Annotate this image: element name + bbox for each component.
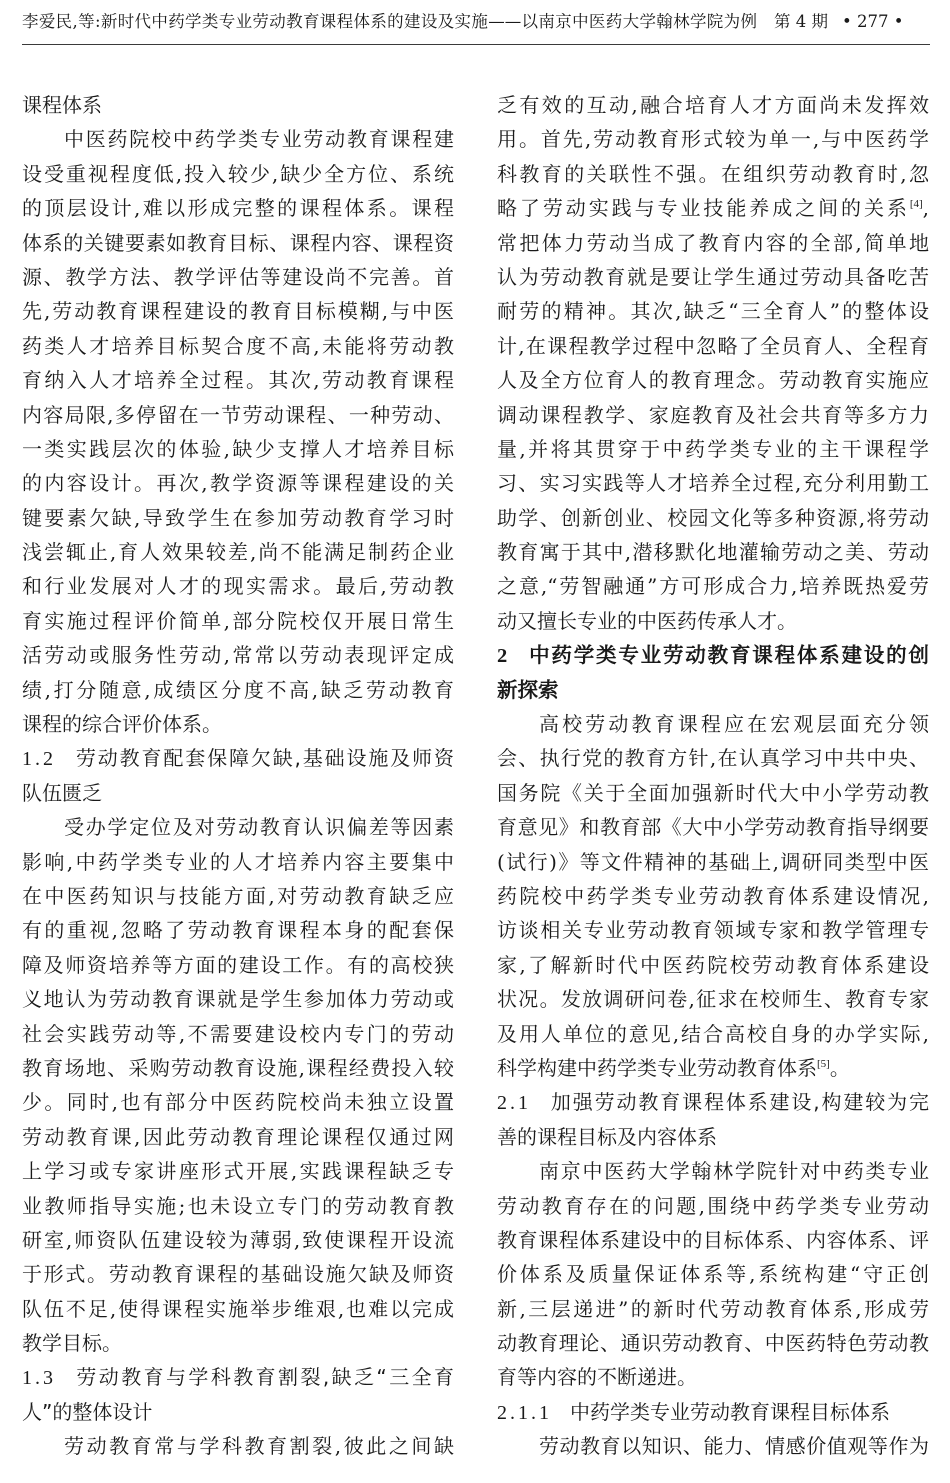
text-line: 动教育理论、通识劳动教育、中医药特色劳动教 — [497, 1331, 929, 1356]
text-line: 内容局限,多停留在一节劳动课程、一种劳动、 — [22, 402, 454, 427]
text-line: 先,劳动教育课程建设的教育目标模糊,与中医 — [22, 299, 454, 324]
citation-ref: [5] — [817, 1057, 830, 1070]
subsection-heading-1-2 — [22, 741, 454, 810]
text-line: 队伍不足,使得课程实施举步维艰,也难以完成 — [22, 1296, 454, 1321]
text-line: 少。同时,也有部分中医药院校尚未独立设置 — [22, 1090, 454, 1115]
text-line: 体系的关键要素如教育目标、课程内容、课程资 — [22, 230, 454, 255]
text-line: 受办学定位及对劳动教育认识偏差等因素 — [64, 815, 454, 840]
text-line: 家,了解新时代中医药院校劳动教育体系建设 — [497, 952, 929, 977]
heading-line: 人”的整体设计 — [22, 1399, 153, 1424]
text-line: 课程的综合评价体系。 — [22, 712, 222, 737]
text-line: 义地认为劳动教育课就是学生参加体力劳动或 — [22, 987, 454, 1012]
text-line: 中医药院校中药学类专业劳动教育课程建 — [64, 127, 454, 152]
text-line: 研室,师资队伍建设较为薄弱,致使课程开设流 — [22, 1227, 454, 1252]
paragraph — [497, 1154, 929, 1395]
heading-text: 劳动教育配套保障欠缺,基础设施及师资 — [74, 746, 454, 771]
text-line: 键要素欠缺,导致学生在参加劳动教育学习时 — [22, 505, 454, 530]
text-line: 劳动教育以知识、能力、情感价值观等作为 — [539, 1434, 929, 1459]
text-line: 的顶层设计,难以形成完整的课程体系。课程 — [22, 196, 454, 221]
page-number: • 277 • — [842, 12, 904, 31]
text-line — [497, 191, 929, 225]
issue-number: 第 4 期 — [774, 12, 828, 31]
text-line: 状况。发放调研问卷,征求在校师生、教育专家 — [497, 987, 929, 1012]
text-line: 影响,中药学类专业的人才培养内容主要集中 — [22, 849, 454, 874]
text-line: 绩,打分随意,成绩区分度不高,缺乏劳动教育 — [22, 677, 454, 702]
text-segment: 略了劳动实践与专业技能养成之间的关系 — [497, 196, 910, 221]
heading-line: 新探索 — [497, 677, 559, 702]
heading-number: 2.1 — [497, 1092, 531, 1115]
heading-text: 中药学类专业劳动教育课程目标体系 — [570, 1399, 890, 1424]
text-line: 认为劳动教育就是要让学生通过劳动具备吃苦 — [497, 264, 929, 289]
heading-line — [497, 1395, 929, 1429]
heading-text: 劳动教育与学科教育割裂,缺乏“三全育 — [74, 1365, 454, 1390]
paragraph — [22, 810, 454, 1360]
paragraph — [22, 122, 454, 741]
text-line: 访谈相关专业劳动教育领域专家和教学管理专 — [497, 918, 929, 943]
heading-line — [497, 638, 929, 672]
heading-line: 善的课程目标及内容体系 — [497, 1124, 717, 1149]
text-line: 劳动教育课,因此劳动教育理论课程仅通过网 — [22, 1124, 454, 1149]
text-line: 乏有效的互动,融合培育人才方面尚未发挥效 — [497, 93, 929, 117]
text-line: 育实施过程评价简单,部分院校仅开展日常生 — [22, 608, 454, 633]
text-line: 教育寓于其中,潜移默化地灌输劳动之美、劳动 — [497, 540, 929, 565]
heading-number: 2 — [497, 645, 508, 668]
text-line: 教育场地、采购劳动教育设施,课程经费投入较 — [22, 1055, 454, 1080]
text-line: 人及全方位育人的教育理念。劳动教育实施应 — [497, 368, 929, 393]
text-line: 设受重视程度低,投入较少,缺少全方位、系统 — [22, 161, 454, 186]
heading-line: 队伍匮乏 — [22, 780, 102, 805]
text-line: 南京中医药大学翰林学院针对中药类专业 — [539, 1159, 929, 1184]
text-line: 之意,“劳智融通”方可形成合力,培养既热爱劳 — [497, 574, 929, 599]
text-line: 教育课程体系建设中的目标体系、内容体系、评 — [497, 1227, 929, 1252]
text-line: 计,在课程教学过程中忽略了全员育人、全程育 — [497, 333, 929, 358]
section-heading-continuation: 课程体系 — [22, 93, 102, 117]
text-line: 价体系及质量保证体系等,系统构建“守正创 — [497, 1262, 929, 1287]
paragraph — [497, 1429, 929, 1463]
text-line: 一类实践层次的体验,缺少支撑人才培养目标 — [22, 436, 454, 461]
text-line: 活劳动或服务性劳动,常常以劳动表现评定成 — [22, 643, 454, 668]
text-line: 药类人才培养目标契合度不高,未能将劳动教 — [22, 333, 454, 358]
text-line: 国务院《关于全面加强新时代大中小学劳动教 — [497, 780, 929, 805]
heading-line — [22, 741, 454, 775]
text-line: 的内容设计。再次,教学资源等课程建设的关 — [22, 471, 454, 496]
text-line: 高校劳动教育课程应在宏观层面充分领 — [539, 712, 929, 737]
text-line: 新,三层递进”的新时代劳动教育体系,形成劳 — [497, 1296, 929, 1321]
text-line: 劳动教育存在的问题,围绕中药学类专业劳动 — [497, 1193, 929, 1218]
text-line: 会、执行党的教育方针,在认真学习中共中央、 — [497, 746, 929, 771]
text-line: 用。首先,劳动教育形式较为单一,与中医药学 — [497, 127, 929, 152]
text-line: 于形式。劳动教育课程的基础设施欠缺及师资 — [22, 1262, 454, 1287]
heading-line — [22, 1360, 454, 1394]
heading-number: 1.2 — [22, 748, 56, 771]
paragraph — [497, 88, 929, 638]
text-line: 源、教学方法、教学评估等建设尚不完善。首 — [22, 264, 454, 289]
text-line: 业教师指导实施;也未设立专门的劳动教育教 — [22, 1193, 454, 1218]
text-segment: , — [922, 196, 929, 221]
right-column — [497, 88, 929, 1464]
text-line: 障及师资培养等方面的建设工作。有的高校狭 — [22, 952, 454, 977]
text-line: 习、实习实践等人才培养全过程,充分利用勤工 — [497, 471, 929, 496]
paragraph — [22, 1429, 454, 1463]
header-rule — [22, 44, 930, 45]
heading-text: 中药学类专业劳动教育课程体系建设的创 — [527, 643, 929, 668]
text-line: 浅尝辄止,育人效果较差,尚不能满足制药企业 — [22, 540, 454, 565]
text-line: 助学、创新创业、校园文化等多种资源,将劳动 — [497, 505, 929, 530]
heading-text: 加强劳动教育课程体系建设,构建较为完 — [549, 1090, 929, 1115]
text-line: 上学习或专家讲座形式开展,实践课程缺乏专 — [22, 1159, 454, 1184]
text-line: 育纳入人才培养全过程。其次,劳动教育课程 — [22, 368, 454, 393]
text-line: 教学目标。 — [22, 1331, 122, 1356]
text-segment: 科学构建中药学类专业劳动教育体系 — [497, 1055, 817, 1080]
text-line: 劳动教育常与学科教育割裂,彼此之间缺 — [64, 1434, 454, 1459]
paragraph — [497, 707, 929, 1085]
heading-number: 2.1.1 — [497, 1401, 552, 1424]
heading-line — [497, 1085, 929, 1119]
text-line: 在中医药知识与技能方面,对劳动教育缺乏应 — [22, 883, 454, 908]
text-segment: 。 — [829, 1055, 850, 1080]
subsection-heading-2-1 — [497, 1085, 929, 1154]
text-line: 有的重视,忽略了劳动教育课程本身的配套保 — [22, 918, 454, 943]
text-line: 耐劳的精神。其次,缺乏“三全育人”的整体设 — [497, 299, 929, 324]
text-line: 常把体力劳动当成了教育内容的全部,简单地 — [497, 230, 929, 255]
running-title: 李爱民,等:新时代中药学类专业劳动教育课程体系的建设及实施——以南京中医药大学翰林学院为例 — [22, 12, 757, 31]
citation-ref: [4] — [909, 198, 923, 211]
text-line: 动又擅长专业的中医药传承人才。 — [497, 608, 797, 633]
text-line: 育等内容的不断递进。 — [497, 1365, 697, 1390]
text-line: 量,并将其贯穿于中药学类专业的主干课程学 — [497, 436, 929, 461]
text-line: 及用人单位的意见,结合高校自身的办学实际, — [497, 1021, 929, 1046]
heading-number: 1.3 — [22, 1367, 56, 1390]
text-line: 和行业发展对人才的现实需求。最后,劳动教 — [22, 574, 454, 599]
subsubsection-heading-2-1-1 — [497, 1395, 929, 1429]
text-line: 社会实践劳动等,不需要建设校内专门的劳动 — [22, 1021, 454, 1046]
section-heading-2 — [497, 638, 929, 707]
running-header — [22, 8, 930, 36]
subsection-heading-1-3 — [22, 1360, 454, 1429]
left-column — [22, 88, 454, 1464]
text-line: 育意见》和教育部《大中小学劳动教育指导纲要 — [497, 815, 929, 840]
text-line: (试行)》等文件精神的基础上,调研同类型中医 — [497, 849, 929, 874]
text-line — [497, 1051, 929, 1085]
text-line: 药院校中药学类专业劳动教育体系建设情况, — [497, 883, 929, 908]
text-line: 调动课程教学、家庭教育及社会共育等多方力 — [497, 402, 929, 427]
text-line: 科教育的关联性不强。在组织劳动教育时,忽 — [497, 161, 929, 186]
